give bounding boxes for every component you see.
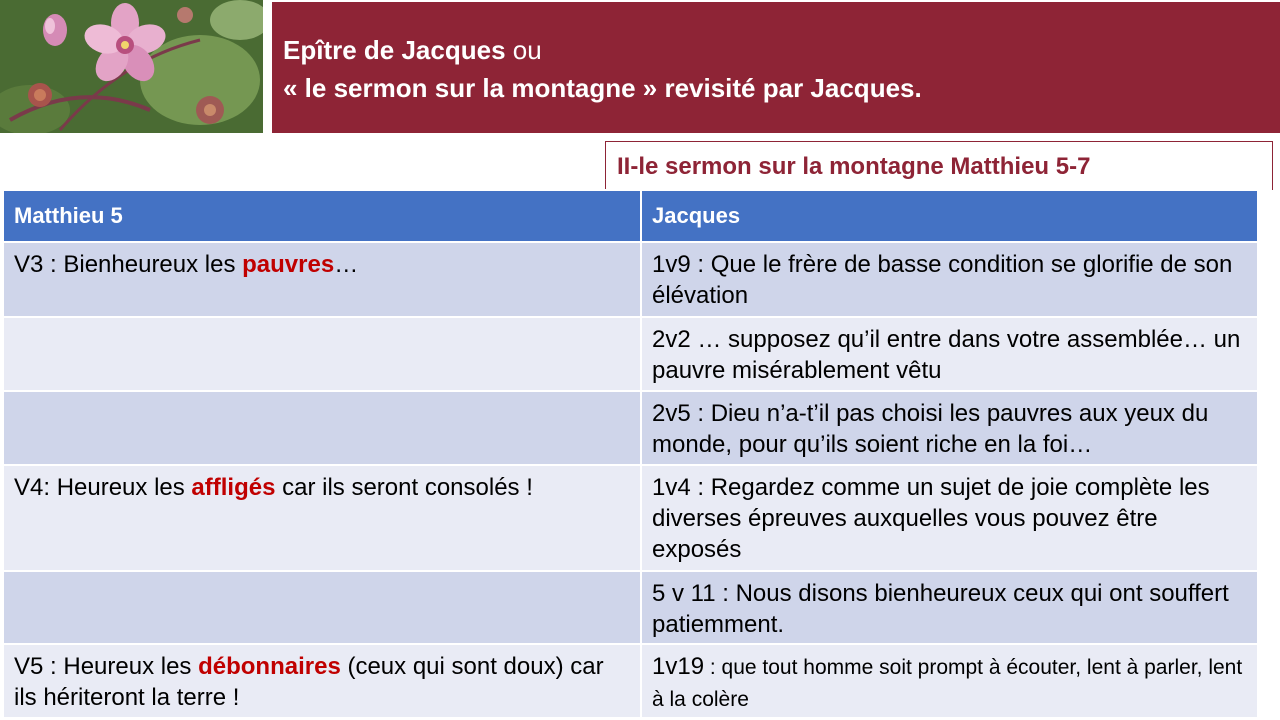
table-row (3, 465, 1258, 571)
title-line-1 (283, 35, 542, 66)
jacques-cell (641, 571, 1258, 644)
highlight-word: pauvres (242, 251, 335, 278)
cell-text: V5 : Heureux les (14, 653, 199, 680)
matthieu-cell (3, 242, 641, 317)
header-jacques: Jacques (641, 190, 1258, 242)
cell-text: (ceux qui sont doux) car ils hériteront la terre ! (14, 653, 604, 711)
table-row (3, 317, 1258, 391)
jacques-cell (641, 644, 1258, 718)
title-connector: ou (505, 35, 542, 65)
matthieu-cell (3, 465, 641, 571)
jacques-cell (641, 391, 1258, 465)
title-bold: Epître de Jacques (283, 35, 506, 65)
header-matthieu: Matthieu 5 (3, 190, 641, 242)
matthieu-cell (3, 391, 641, 465)
table-row (3, 644, 1258, 718)
verse-text: 1v9 : Que le frère de basse condition se glorifie de son élévation (652, 251, 1233, 309)
title-line-2: « le sermon sur la montagne » revisité par Jacques. (283, 73, 922, 103)
verse-text: 5 v 11 : Nous disons bienheureux ceux qui ont souffert patiemment. (652, 580, 1229, 638)
title-banner (272, 2, 1280, 133)
verse-text-extra: : que tout homme soit prompt à écouter, lent à parler, lent à la colère (652, 656, 1243, 711)
verse-text: 2v2 … supposez qu’il entre dans votre assemblée… un pauvre misérablement vêtu (652, 326, 1241, 384)
cell-text: V3 : Bienheureux les (14, 251, 243, 278)
matthieu-cell (3, 571, 641, 644)
cell-text: car ils seront consolés ! (275, 474, 533, 501)
jacques-cell (641, 317, 1258, 391)
table-header-row (3, 190, 1258, 242)
highlight-word: débonnaires (198, 653, 341, 680)
section-heading: II-le sermon sur la montagne Matthieu 5-7 (605, 141, 1273, 190)
table-row (3, 391, 1258, 465)
flower-photo (0, 0, 263, 133)
cell-text: V4: Heureux les (14, 474, 192, 501)
highlight-word: affligés (191, 474, 276, 501)
comparison-table (2, 189, 1259, 719)
verse-text: 2v5 : Dieu n’a-t’il pas choisi les pauvres aux yeux du monde, pour qu’ils soient riche en la foi… (652, 400, 1209, 458)
matthieu-cell (3, 644, 641, 718)
cell-text: … (334, 251, 359, 278)
verse-text: 1v19 (652, 653, 705, 680)
matthieu-cell (3, 317, 641, 391)
table-row (3, 571, 1258, 644)
verse-text: 1v4 : Regardez comme un sujet de joie complète les diverses épreuves auxquelles vous pouvez être exposés (652, 474, 1210, 563)
table-row (3, 242, 1258, 317)
jacques-cell (641, 242, 1258, 317)
jacques-cell (641, 465, 1258, 571)
